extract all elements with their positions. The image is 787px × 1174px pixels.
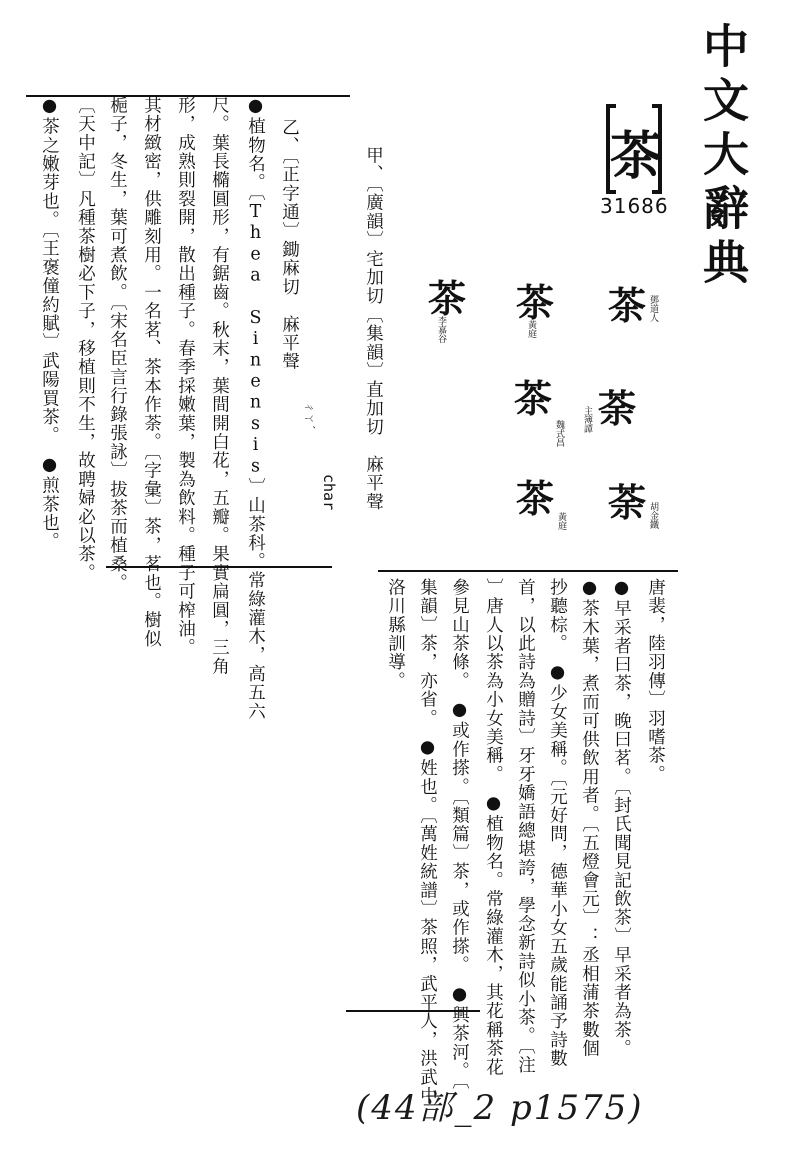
variant-source: 黃庭 (556, 512, 566, 530)
rule-right-section (378, 570, 678, 572)
variant-source: 李嘉谷 (436, 316, 446, 343)
def-col-10: 唐裴，陸羽傳〕羽嗜茶。 (645, 578, 666, 784)
def-col-11: ●早采者曰茶，晚曰茗。〔封氏聞見記飲茶〕早采者為茶。 (611, 578, 632, 1058)
def-col-12: ●茶木葉，煮而可供飲用者。〔五燈會元〕：丞相蒲茶數個 (579, 578, 600, 1058)
variant-source: 胡金鐵 (648, 502, 658, 529)
romanization: char (320, 474, 338, 511)
variant-glyph: 荼 (608, 480, 647, 525)
variant-5 (514, 368, 564, 447)
variant-source: 黃庭 (526, 320, 536, 338)
def-col-1: 甲、〔廣韻〕宅加切〔集韻〕直加切 麻平聲 (363, 146, 384, 512)
def-col-4: 尺。葉長橢圓形，有鋸齒。秋末，葉間開白花，五瓣。果實扁圓，三角 (209, 96, 230, 676)
def-col-2: 乙、〔正字通〕鋤麻切 麻平聲 (279, 118, 300, 372)
variant-source: 鄧道人 (648, 295, 658, 322)
variant-3 (608, 472, 658, 529)
def-col-17: 集韻〕茶，亦省。 ●姓也。〔萬姓統譜〕茶照，武平人，洪武中 (417, 578, 438, 1106)
variant-6 (516, 468, 566, 530)
variant-glyph: 茶 (516, 280, 555, 325)
variant-2 (582, 378, 637, 433)
headword-char: 茶 (610, 127, 663, 187)
variant-7 (428, 268, 467, 343)
variant-glyph: 茶 (514, 376, 553, 421)
phonetic-annotation: ㄔㄚˊ (303, 402, 316, 430)
def-col-6: 其材緻密，供雕刻用。一名茗、茶本作荼。〔字彙〕茶，茗也。樹似 (141, 96, 162, 649)
def-col-18: 洛川縣訓導。 (385, 578, 406, 691)
def-col-15: 〕唐人以茶為小女美稱。 ●植物名。常綠灌木，其花稱茶花 (483, 578, 504, 1077)
def-col-5: 形，成熟則裂開，散出種子。春季採嫩葉，製為飲料。種子可榨油。 (175, 96, 196, 657)
variant-glyph: 茶 (608, 283, 647, 328)
variant-source: 魏式昌 (554, 420, 564, 447)
def-col-9: ●茶之嫩芽也。〔王褒僮約賦〕武陽買茶。 ●煎茶也。 (39, 96, 60, 551)
variant-glyph: 荼 (598, 386, 637, 431)
def-col-3: ●植物名。〔Thea Sinensis〕山茶科。常綠灌木，高五六 (245, 96, 266, 721)
def-col-8: 〔天中記〕凡種茶樹必下子，移植則不生，故聘婦必以茶。 (75, 96, 96, 583)
variant-glyph: 茶 (428, 276, 467, 321)
variant-4 (516, 272, 555, 338)
headword-code: 31686 (600, 194, 669, 218)
def-col-16: 參見山茶條。 ●或作搽。〔類篇〕茶，或作搽。 ●興茶河。〔 (449, 578, 470, 1091)
variant-source: 主簿譚 (582, 406, 592, 433)
handwritten-note: (44部_2 p1575) (356, 1088, 644, 1128)
def-col-14: 首，以此詩為贈詩〕牙牙嬌語總堪誇，學念新詩似小茶。〔注 (515, 578, 536, 1075)
def-col-13: 抄聽棕。 ●少女美稱。〔元好問，德華小女五歲能誦予詩數 (547, 578, 568, 1068)
variant-glyph: 茶 (516, 476, 555, 521)
dictionary-title: 中文大辭典 (696, 22, 750, 292)
variant-1 (608, 275, 658, 330)
def-col-7: 梔子，冬生，葉可煮飲。〔宋名臣言行錄張詠〕拔茶而植桑。 (107, 96, 128, 593)
